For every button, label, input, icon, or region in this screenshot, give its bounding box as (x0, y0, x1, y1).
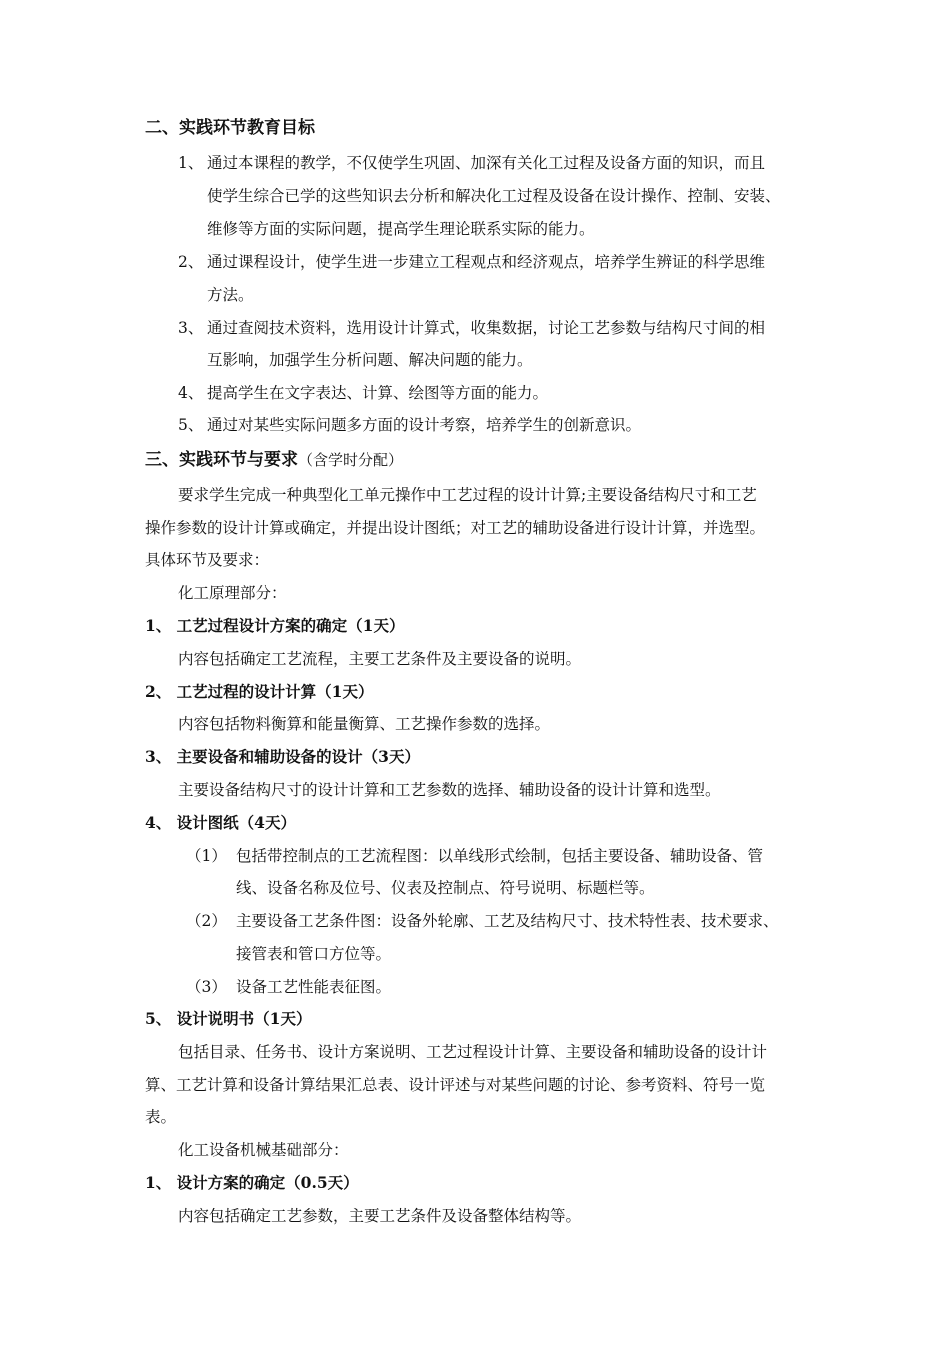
s2-item5-num: 5、 (178, 416, 204, 434)
s2-item1-cont1: 使学生综合已学的这些知识去分析和解决化工过程及设备在设计操作、控制、安装、 (207, 187, 781, 205)
sub5-body-line3: 表。 (145, 1108, 177, 1126)
sub6-body: 内容包括确定工艺参数，主要工艺条件及设备整体结构等。 (178, 1207, 582, 1225)
sub5-title: 5、 设计说明书（1天） (145, 1009, 312, 1028)
sub4-item1-num: （1） (186, 847, 227, 865)
s2-item2-cont1: 方法。 (207, 286, 254, 304)
s3-intro-line2: 操作参数的设计计算或确定，并提出设计图纸；对工艺的辅助设备进行设计计算，并选型。 (145, 519, 766, 537)
sub4-item3-text: 设备工艺性能表征图。 (236, 978, 392, 996)
s2-item1-cont2: 维修等方面的实际问题，提高学生理论联系实际的能力。 (207, 220, 595, 238)
s2-item4-text: 提高学生在文字表达、计算、绘图等方面的能力。 (207, 384, 549, 402)
sub6-title: 1、 设计方案的确定（0.5天） (145, 1173, 359, 1192)
s3-intro-line1: 要求学生完成一种典型化工单元操作中工艺过程的设计计算;主要设备结构尺寸和工艺 (178, 486, 757, 504)
sub4-title: 4、 设计图纸（4天） (145, 813, 296, 832)
sub5-body-line2: 算、工艺计算和设备计算结果汇总表、设计评述与对某些问题的讨论、参考资料、符号一览 (145, 1076, 766, 1094)
sub1-body: 内容包括确定工艺流程，主要工艺条件及主要设备的说明。 (178, 650, 582, 668)
s2-item2-text: 通过课程设计，使学生进一步建立工程观点和经济观点，培养学生辨证的科学思维 (207, 253, 766, 271)
sub3-body: 主要设备结构尺寸的设计计算和工艺参数的选择、辅助设备的设计计算和选型。 (178, 781, 721, 799)
section3-heading-text: 三、实践环节与要求 (145, 450, 298, 470)
s3-intro-line3: 具体环节及要求： (145, 551, 270, 569)
section3-heading (145, 450, 403, 470)
s2-item1-text: 通过本课程的教学，不仅使学生巩固、加深有关化工过程及设备方面的知识，而且 (207, 154, 766, 172)
sub4-item2-text: 主要设备工艺条件图：设备外轮廓、工艺及结构尺寸、技术特性表、技术要求、 (236, 912, 779, 930)
s2-item3-cont1: 互影响，加强学生分析问题、解决问题的能力。 (207, 351, 533, 369)
sub4-item2-cont: 接管表和管口方位等。 (236, 945, 392, 963)
s2-item3-text: 通过查阅技术资料，选用设计计算式，收集数据，讨论工艺参数与结构尺寸间的相 (207, 319, 766, 337)
sub5-body-line1: 包括目录、任务书、设计方案说明、工艺过程设计计算、主要设备和辅助设备的设计计 (178, 1043, 768, 1061)
part1-label: 化工原理部分： (178, 584, 287, 602)
sub4-item3-num: （3） (186, 978, 227, 996)
sub4-item1-cont: 线、设备名称及位号、仪表及控制点、符号说明、标题栏等。 (236, 879, 655, 897)
s2-item3-num: 3、 (178, 319, 204, 337)
part2-label: 化工设备机械基础部分： (178, 1141, 349, 1159)
s2-item5-text: 通过对某些实际问题多方面的设计考察，培养学生的创新意识。 (207, 416, 642, 434)
s2-item2-num: 2、 (178, 253, 204, 271)
sub2-title: 2、 工艺过程的设计计算（1天） (145, 682, 374, 701)
sub4-item1-text: 包括带控制点的工艺流程图：以单线形式绘制，包括主要设备、辅助设备、管 (236, 847, 764, 865)
sub1-title: 1、 工艺过程设计方案的确定（1天） (145, 616, 405, 635)
sub2-body: 内容包括物料衡算和能量衡算、工艺操作参数的选择。 (178, 715, 551, 733)
sub3-title: 3、 主要设备和辅助设备的设计（3天） (145, 747, 420, 766)
section3-heading-note: （含学时分配） (298, 451, 404, 469)
s2-item4-num: 4、 (178, 384, 204, 402)
section2-heading: 二、实践环节教育目标 (145, 118, 315, 138)
s2-item1-num: 1、 (178, 154, 204, 172)
sub4-item2-num: （2） (186, 912, 227, 930)
